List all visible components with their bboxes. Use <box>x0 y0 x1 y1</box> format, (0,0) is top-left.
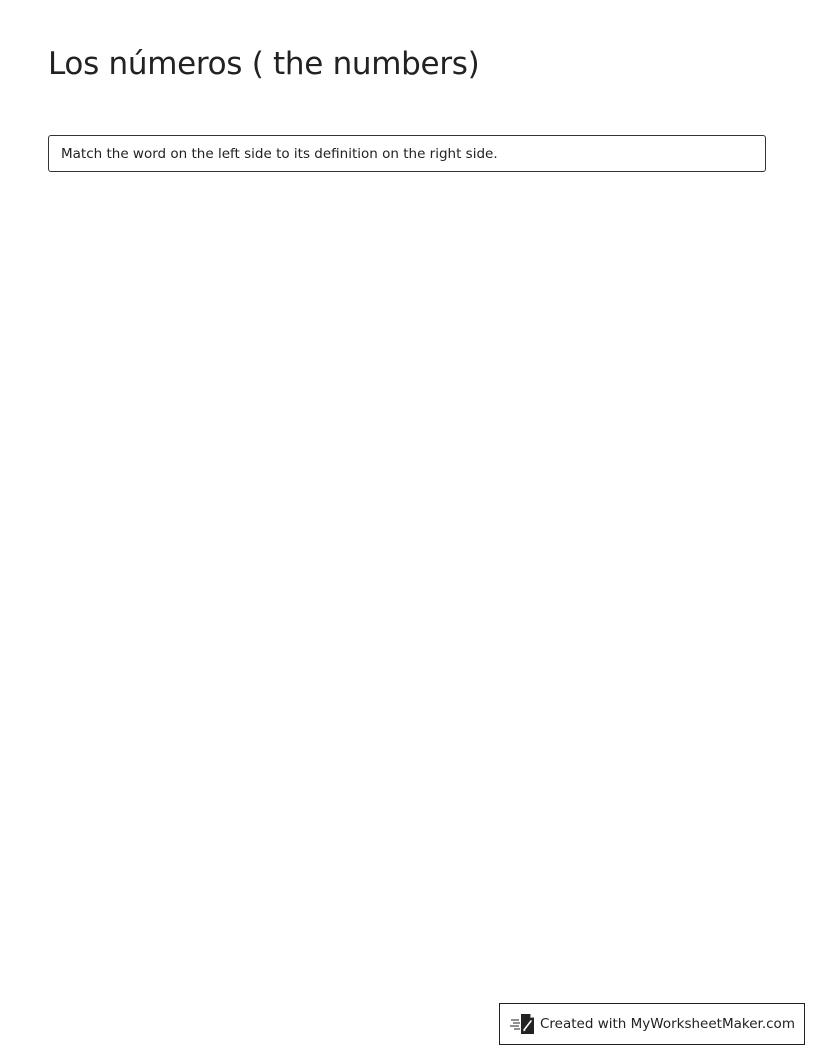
created-with-badge[interactable] <box>499 1003 805 1045</box>
page-title: Los números ( the numbers) <box>48 46 480 82</box>
instructions-box <box>48 135 766 172</box>
myworksheetmaker-logo-icon <box>510 1012 536 1036</box>
created-with-text: Created with MyWorksheetMaker.com <box>540 1016 795 1032</box>
instructions-text: Match the word on the left side to its definition on the right side. <box>61 145 498 162</box>
